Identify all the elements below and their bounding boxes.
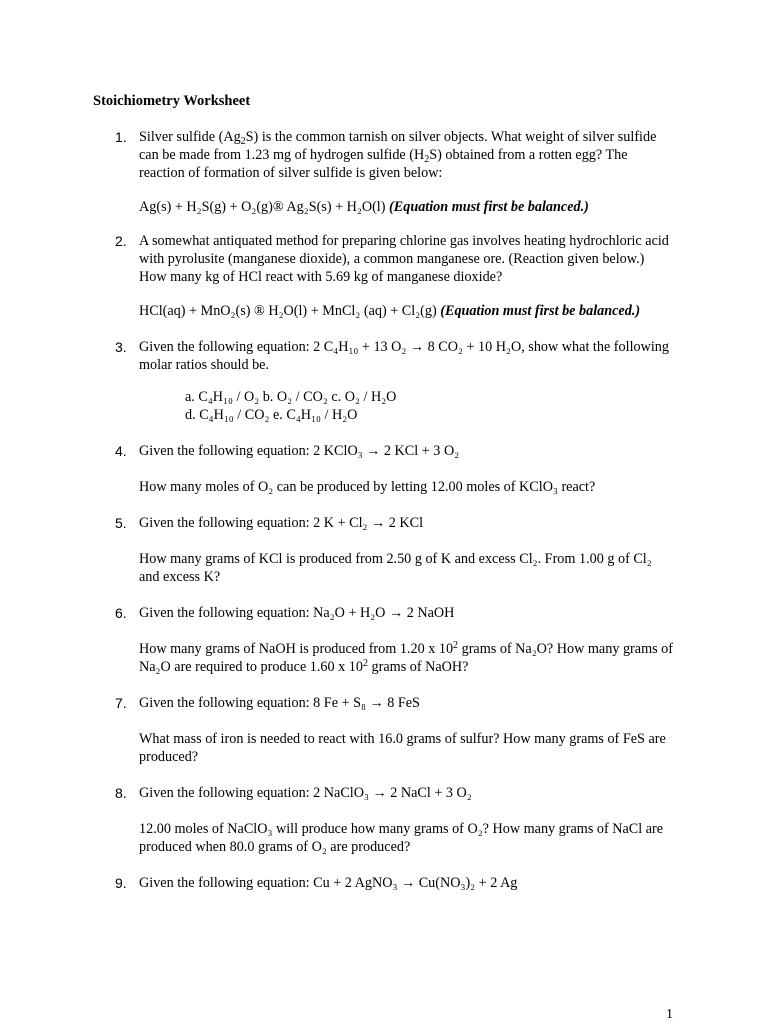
question-text: What mass of iron is needed to react with 16.0 grams of sulfur? How many grams of FeS are produced? — [139, 731, 666, 765]
equation-line — [139, 302, 673, 320]
question-number: 5. — [115, 515, 127, 531]
equation-line — [139, 198, 673, 216]
question-text: Silver sulfide $(Ag_2S)$ is the common tarnish on silver objects. What weight of silver sulfide can be made from 1.23 mg of hydrogen sulfide $(H_2S)$ obtained from a rotten egg? The reaction of formation of silver sulfide is given below: — [139, 129, 657, 181]
given-equation: Given the following equation: Cu + 2 AgNO₃ → Cu(NO₃)₂ + 2 Ag — [139, 875, 518, 891]
ratio-line: a. C₄H₁₀ / O₂ b. O₂ / CO₂ c. O₂ / H₂O — [185, 389, 397, 405]
equation: Ag(s) + H₂S(g) + O₂(g)® Ag₂S(s) + H₂O(l) — [139, 199, 386, 215]
question-5 — [93, 514, 673, 586]
question-text: A somewhat antiquated method for preparing chlorine gas involves heating hydrochloric acid with pyrolusite (manganese dioxide), a common manganese ore. (Reaction given below.) How many kg of HCl react with 5.69 kg of manganese dioxide? — [139, 233, 669, 285]
question-7 — [93, 694, 673, 766]
question-text: How many grams of NaOH is produced from 1.20 x $10^2$ grams of Na₂O? How many grams of Na₂O are required to produce 1.60 x $10^2$ grams of NaOH? — [139, 640, 673, 675]
question-number: 1. — [115, 129, 127, 145]
question-text: How many moles of O₂ can be produced by letting 12.00 moles of KClO₃ react? — [139, 479, 596, 495]
given-equation: Given the following equation: 2 KClO₃ → 2 KCl + 3 O₂ — [139, 443, 460, 459]
question-number: 8. — [115, 785, 127, 801]
question-number: 9. — [115, 875, 127, 891]
question-number: 3. — [115, 339, 127, 355]
balance-note: (Equation must first be balanced.) — [389, 199, 589, 215]
equation: HCl(aq) + MnO₂(s) ® H₂O(l) + MnCl₂ (aq) + Cl₂(g) — [139, 303, 437, 319]
given-equation: Given the following equation: 2 NaClO₃ → 2 NaCl + 3 O₂ — [139, 785, 472, 801]
question-number: 4. — [115, 443, 127, 459]
page-number: 1 — [666, 1007, 673, 1022]
given-equation: Given the following equation: Na₂O + H₂O → 2 NaOH — [139, 605, 455, 621]
given-equation: Given the following equation: 2 K + Cl₂ → 2 KCl — [139, 515, 424, 531]
question-9 — [93, 874, 673, 892]
question-text: 12.00 moles of NaClO₃ will produce how many grams of O₂? How many grams of NaCl are produced when 80.0 grams of O₂ are produced? — [139, 821, 664, 855]
question-number: 2. — [115, 233, 127, 249]
question-4 — [93, 442, 673, 496]
question-8 — [93, 784, 673, 856]
question-2 — [93, 232, 673, 320]
balance-note: (Equation must first be balanced.) — [440, 303, 641, 319]
ratio-line: d. C₄H₁₀ / CO₂ e. C₄H₁₀ / H₂O — [185, 407, 358, 423]
question-list — [93, 128, 673, 892]
question-6 — [93, 604, 673, 676]
molar-ratios — [139, 388, 673, 424]
question-text: Given the following equation: 2 C₄H₁₀ + 13 O₂ → 8 CO₂ + 10 H₂O, show what the following molar ratios should be. — [139, 339, 669, 373]
question-1 — [93, 128, 673, 216]
given-equation: Given the following equation: 8 Fe + S₈ → 8 FeS — [139, 695, 420, 711]
question-number: 7. — [115, 695, 127, 711]
page-title: Stoichiometry Worksheet — [93, 93, 251, 109]
question-3 — [93, 338, 673, 424]
question-number: 6. — [115, 605, 127, 621]
question-text: How many grams of KCl is produced from 2.50 g of K and excess Cl₂. From 1.00 g of Cl₂ and excess K? — [139, 551, 652, 585]
